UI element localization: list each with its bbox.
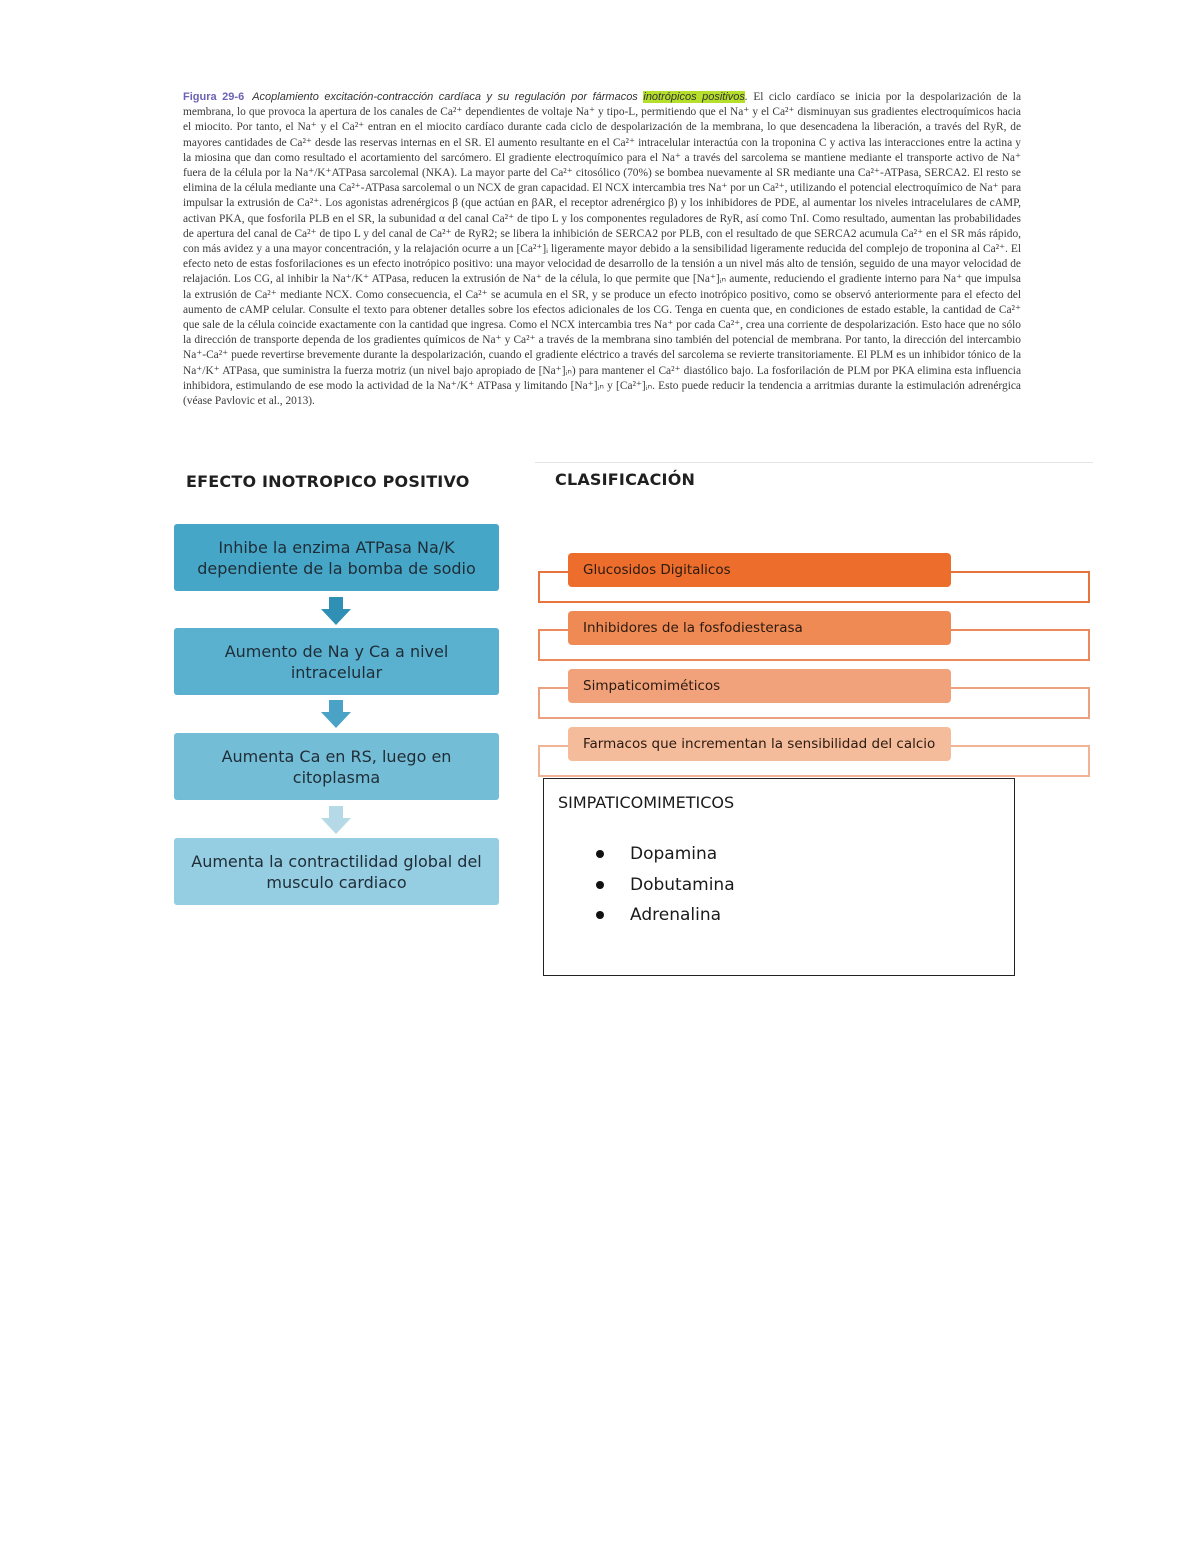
down-arrow-icon: [321, 806, 351, 834]
flow-step-2: Aumento de Na y Ca a nivel intracelular: [174, 628, 499, 695]
divider: [535, 462, 1093, 463]
down-arrow-icon: [321, 597, 351, 625]
figure-label: Figura 29-6: [183, 91, 245, 103]
section-title-efecto: EFECTO INOTROPICO POSITIVO: [186, 472, 470, 491]
bullet-icon: [596, 850, 604, 858]
list-item: [596, 870, 735, 901]
flow-step-1: Inhibe la enzima ATPasa Na/K dependiente de la bomba de sodio: [174, 524, 499, 591]
drug-name: Adrenalina: [630, 905, 722, 926]
arrow-1-shape: [321, 597, 351, 625]
caption-body: El ciclo cardíaco se inicia por la despolarización de la membrana, lo que provoca la apertura de los canales de Ca²⁺ dependientes de voltaje Na⁺ y tipo-L, permitiendo que el Na⁺ y el Ca²⁺ disminuyan sus gradientes electroquímicos hacia el miocito. Por tanto, el Na⁺ y el Ca²⁺ entran en el miocito cardíaco durante cada ciclo de despolarización de la membrana, lo que desencadena la liberación, a través del RyR, de mayores cantidades de Ca²⁺ desde las reservas internas en el SR. El aumento resultante en el Ca²⁺ intracelular interactúa con la troponina C y activa las interacciones entre la actina y la miosina que dan como resultado el acortamiento del sarcómero. El gradiente electroquímico para el Na⁺ a través del sarcolema se mantiene mediante el transporte activo de Na⁺ fuera de la célula por la Na⁺/K⁺ATPasa sarcolemal (NKA). La mayor parte del Ca²⁺ citosólico (70%) se bombea nuevamente al SR mediante una Ca²⁺-ATPasa, SERCA2. El resto se elimina de la célula mediante una Ca²⁺-ATPasa sarcolemal o un NCX de gran capacidad. El NCX intercambia tres Na⁺ por un Ca²⁺, utilizando el potencial electroquímico de Na⁺ para impulsar la extrusión de Ca²⁺. Los agonistas adrenérgicos β (que actúan en βAR, el receptor adrenérgico β) y los inhibidores de PDE, al aumentar los niveles intracelulares de cAMP, activan PKA, que fosforila PLB en el SR, la subunidad α del canal Ca²⁺ de tipo L y los componentes reguladores de RyR, así como TnI. Como resultado, aumentan las probabilidades de apertura del canal de Ca²⁺ de tipo L y del canal de Ca²⁺ de RyR2; se libera la inhibición de SERCA2 por PLB, con el resultado de que SERCA2 acumula Ca²⁺ en el SR más rápido, con más avidez y a una mayor concentración, y la relajación ocurre a un [Ca²⁺]ᵢ ligeramente mayor debido a la sensibilidad ligeramente reducida del complejo de troponina al Ca²⁺. El efecto neto de estas fosforilaciones es un efecto inotrópico positivo: una mayor velocidad de desarrollo de la tensión a un nivel más alto de tensión, seguido de una mayor velocidad de relajación. Los CG, al inhibir la Na⁺/K⁺ ATPasa, reducen la extrusión de Na⁺ de la célula, lo que permite que [Na⁺]ᵢₙ aumente, reduciendo el gradiente interno para Na⁺ que impulsa la extrusión de Ca²⁺ mediante NCX. Como consecuencia, el Ca²⁺ se acumula en el SR, y se produce un efecto inotrópico positivo, como se observó anteriormente para el efecto del aumento de cAMP celular. Consulte el texto para obtener detalles sobre los efectos adicionales de los CG. Tenga en cuenta que, en condiciones de estado estable, la cantidad de Ca²⁺ que sale de la célula coincide exactamente con la cantidad que ingresa. Como el NCX intercambia tres Na⁺ por cada Ca²⁺, crea una corriente de despolarización. Esto hace que no sólo la dirección de transporte dependa de los gradientes químicos de Na⁺ y Ca²⁺ a través de la membrana sino también del potencial de membrana. Por tanto, la dirección del intercambio Na⁺-Ca²⁺ puede revertirse brevemente durante la despolarización, cuando el gradiente eléctrico a través del sarcolema se revierte transitoriamente. El PLM es un inhibidor tónico de la Na⁺/K⁺ ATPasa, que suministra la fuerza motriz (un nivel bajo apropiado de [Na⁺]ᵢₙ) para mantener el Ca²⁺ diastólico bajo. La fosforilación de PLM por PKA elimina esta influencia inhibidora, estimulando de ese modo la actividad de la Na⁺/K⁺ ATPasa y limitando [Na⁺]ᵢₙ y [Ca²⁺]ᵢₙ. Esto puede reducir la tendencia a arritmias durante la estimulación adrenérgica (véase Pavlovic et al., 2013).: [183, 91, 1021, 408]
list-item: [596, 900, 735, 931]
class-item-sensibilizadores: Farmacos que incrementan la sensibilidad del calcio: [568, 727, 951, 761]
class-item-simpaticomimeticos: Simpaticomiméticos: [568, 669, 951, 703]
simpaticomimeticos-title: SIMPATICOMIMETICOS: [558, 793, 735, 812]
figure-title-part2: .: [744, 91, 748, 103]
list-item: [596, 839, 735, 870]
figure-title: [252, 91, 748, 103]
highlighted-text: inotrópicos positivos: [643, 91, 745, 103]
drug-name: Dopamina: [630, 844, 718, 865]
drug-list: [596, 839, 735, 931]
figure-caption: [183, 90, 1021, 409]
section-title-clasificacion: CLASIFICACIÓN: [555, 470, 696, 489]
arrow-2-shape: [321, 700, 351, 728]
class-item-glucosidos: Glucosidos Digitalicos: [568, 553, 951, 587]
flow-step-4: Aumenta la contractilidad global del musculo cardiaco: [174, 838, 499, 905]
drug-name: Dobutamina: [630, 874, 735, 895]
flow-step-3: Aumenta Ca en RS, luego en citoplasma: [174, 733, 499, 800]
bullet-icon: [596, 881, 604, 889]
arrow-3-shape: [321, 806, 351, 834]
down-arrow-icon: [321, 700, 351, 728]
class-item-inhibidores: Inhibidores de la fosfodiesterasa: [568, 611, 951, 645]
bullet-icon: [596, 911, 604, 919]
simpaticomimeticos-box: [543, 778, 1015, 976]
figure-title-part1: Acoplamiento excitación-contracción cardíaca y su regulación por fármacos: [252, 91, 644, 103]
